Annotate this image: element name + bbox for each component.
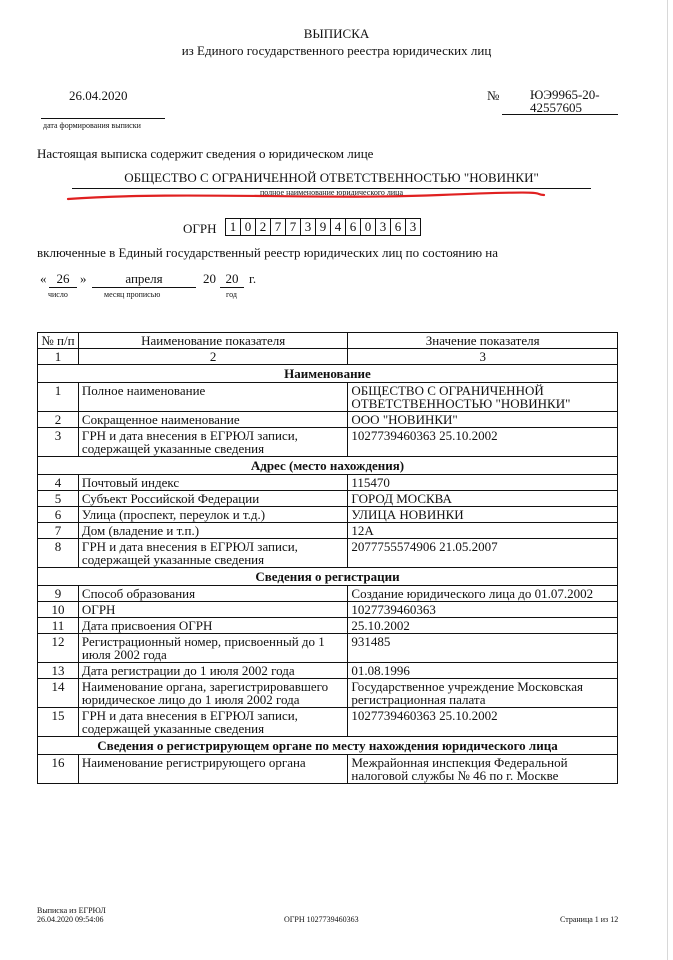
table-row	[38, 618, 618, 634]
ogrn-digit-box: 7	[270, 218, 286, 236]
row-indicator: Дом (владение и т.п.)	[78, 523, 347, 539]
row-indicator: Полное наименование	[78, 383, 347, 412]
row-number: 1	[38, 383, 79, 412]
ogrn-digit-box: 3	[405, 218, 421, 236]
ogrn-digit-box: 7	[285, 218, 301, 236]
row-number: 13	[38, 663, 79, 679]
footer-ogrn: ОГРН 1027739460363	[284, 915, 359, 924]
ogrn-digit-box: 2	[255, 218, 271, 236]
row-indicator: Наименование органа, зарегистрировавшего юридическое лицо до 1 июля 2002 года	[78, 679, 347, 708]
row-number: 11	[38, 618, 79, 634]
intro-text: Настоящая выписка содержит сведения о юридическом лице	[37, 146, 374, 161]
header-value: Значение показателя	[348, 333, 618, 349]
month-caption: месяц прописью	[104, 290, 161, 299]
document-subtitle: из Единого государственного реестра юридических лиц	[181, 43, 492, 58]
row-value: Государственное учреждение Московская регистрационная палата	[348, 679, 618, 708]
row-indicator: ГРН и дата внесения в ЕГРЮЛ записи, содержащей указанные сведения	[78, 428, 347, 457]
section-title: Сведения о регистрирующем органе по месту нахождения юридического лица	[38, 737, 618, 755]
section-title: Адрес (место нахождения)	[38, 457, 618, 475]
document-number-line2: 42557605	[530, 100, 582, 115]
row-number: 3	[38, 428, 79, 457]
header-indicator: Наименование показателя	[78, 333, 347, 349]
row-indicator: ГРН и дата внесения в ЕГРЮЛ записи, содержащей указанные сведения	[78, 539, 347, 568]
state-day: 26	[49, 271, 77, 288]
row-indicator: Почтовый индекс	[78, 475, 347, 491]
table-row	[38, 428, 618, 457]
row-number: 4	[38, 475, 79, 491]
row-indicator: Дата регистрации до 1 июля 2002 года	[78, 663, 347, 679]
row-value: 2077755574906 21.05.2007	[348, 539, 618, 568]
row-number: 2	[38, 412, 79, 428]
row-indicator: ОГРН	[78, 602, 347, 618]
row-value: 25.10.2002	[348, 618, 618, 634]
row-indicator: Регистрационный номер, присвоенный до 1 июля 2002 года	[78, 634, 347, 663]
ogrn-digit-box: 6	[345, 218, 361, 236]
row-number: 12	[38, 634, 79, 663]
ogrn-digit-box: 0	[360, 218, 376, 236]
ogrn-digit-boxes	[225, 218, 420, 236]
row-indicator: Дата присвоения ОГРН	[78, 618, 347, 634]
table-row	[38, 507, 618, 523]
year-caption: год	[226, 290, 237, 299]
row-number: 5	[38, 491, 79, 507]
row-value: 01.08.1996	[348, 663, 618, 679]
row-number: 6	[38, 507, 79, 523]
state-year-mark: г.	[249, 271, 257, 286]
column-number-3: 3	[348, 349, 618, 365]
ogrn-digit-box: 3	[375, 218, 391, 236]
section-title: Сведения о регистрации	[38, 568, 618, 586]
table-row	[38, 663, 618, 679]
table-row	[38, 634, 618, 663]
row-value: 931485	[348, 634, 618, 663]
row-value: 1027739460363	[348, 602, 618, 618]
registry-text: включенные в Единый государственный реестр юридических лиц по состоянию на	[37, 245, 499, 260]
red-underline-annotation	[60, 188, 560, 210]
section-title: Наименование	[38, 365, 618, 383]
row-number: 9	[38, 586, 79, 602]
state-year-suffix: 20	[220, 271, 244, 288]
quote-open: «	[40, 271, 47, 286]
row-value: ГОРОД МОСКВА	[348, 491, 618, 507]
column-number-1: 1	[38, 349, 79, 365]
footer-left	[37, 906, 106, 924]
ogrn-digit-box: 3	[300, 218, 316, 236]
ogrn-digit-box: 6	[390, 218, 406, 236]
row-number: 10	[38, 602, 79, 618]
row-value: 115470	[348, 475, 618, 491]
state-year-prefix: 20	[203, 271, 216, 286]
footer-left-line2: 26.04.2020 09:54:06	[37, 915, 104, 924]
row-value: ОБЩЕСТВО С ОГРАНИЧЕННОЙ ОТВЕТСТВЕННОСТЬЮ "НОВИНКИ"	[348, 383, 618, 412]
row-value: УЛИЦА НОВИНКИ	[348, 507, 618, 523]
ogrn-digit-box: 1	[225, 218, 241, 236]
formation-date-caption: дата формирования выписки	[43, 121, 141, 130]
ogrn-digit-box: 9	[315, 218, 331, 236]
column-number-2: 2	[78, 349, 347, 365]
column-number-row	[38, 349, 618, 365]
number-sign: №	[487, 88, 500, 103]
row-indicator: Улица (проспект, переулок и т.д.)	[78, 507, 347, 523]
footer-page-number: Страница 1 из 12	[560, 915, 619, 924]
table-row	[38, 708, 618, 737]
entity-full-name: ОБЩЕСТВО С ОГРАНИЧЕННОЙ ОТВЕТСТВЕННОСТЬЮ "НОВИНКИ"	[72, 170, 591, 189]
row-number: 7	[38, 523, 79, 539]
table-row	[38, 586, 618, 602]
table-row	[38, 602, 618, 618]
egrul-table	[37, 332, 618, 784]
ogrn-label: ОГРН	[183, 221, 217, 236]
table-row	[38, 491, 618, 507]
table-row	[38, 383, 618, 412]
row-value: Межрайонная инспекция Федеральной налоговой службы № 46 по г. Москве	[348, 755, 618, 784]
row-indicator: Способ образования	[78, 586, 347, 602]
quote-close: »	[80, 271, 87, 286]
row-value: 12А	[348, 523, 618, 539]
row-number: 14	[38, 679, 79, 708]
section-header-row	[38, 365, 618, 383]
section-header-row	[38, 568, 618, 586]
row-value: ООО "НОВИНКИ"	[348, 412, 618, 428]
row-number: 8	[38, 539, 79, 568]
state-month: апреля	[92, 271, 196, 288]
section-header-row	[38, 737, 618, 755]
document-number	[502, 88, 618, 115]
footer-left-line1: Выписка из ЕГРЮЛ	[37, 906, 106, 915]
table-header-row	[38, 333, 618, 349]
ogrn-digit-box: 4	[330, 218, 346, 236]
entity-name-caption: полное наименование юридического лица	[259, 188, 404, 197]
row-value: Создание юридического лица до 01.07.2002	[348, 586, 618, 602]
page-edge	[667, 0, 668, 960]
row-indicator: Субъект Российской Федерации	[78, 491, 347, 507]
row-number: 16	[38, 755, 79, 784]
formation-date: 26.04.2020	[41, 88, 165, 119]
table-row	[38, 755, 618, 784]
document-title: ВЫПИСКА	[303, 26, 370, 41]
document-number-line1: ЮЭ9965-20-	[530, 87, 600, 102]
section-header-row	[38, 457, 618, 475]
ogrn-digit-box: 0	[240, 218, 256, 236]
table-row	[38, 475, 618, 491]
day-caption: число	[48, 290, 68, 299]
row-value: 1027739460363 25.10.2002	[348, 708, 618, 737]
header-number: № п/п	[38, 333, 79, 349]
table-row	[38, 539, 618, 568]
table-row	[38, 412, 618, 428]
table-row	[38, 523, 618, 539]
row-number: 15	[38, 708, 79, 737]
row-indicator: ГРН и дата внесения в ЕГРЮЛ записи, содержащей указанные сведения	[78, 708, 347, 737]
row-indicator: Наименование регистрирующего органа	[78, 755, 347, 784]
row-value: 1027739460363 25.10.2002	[348, 428, 618, 457]
table-row	[38, 679, 618, 708]
row-indicator: Сокращенное наименование	[78, 412, 347, 428]
